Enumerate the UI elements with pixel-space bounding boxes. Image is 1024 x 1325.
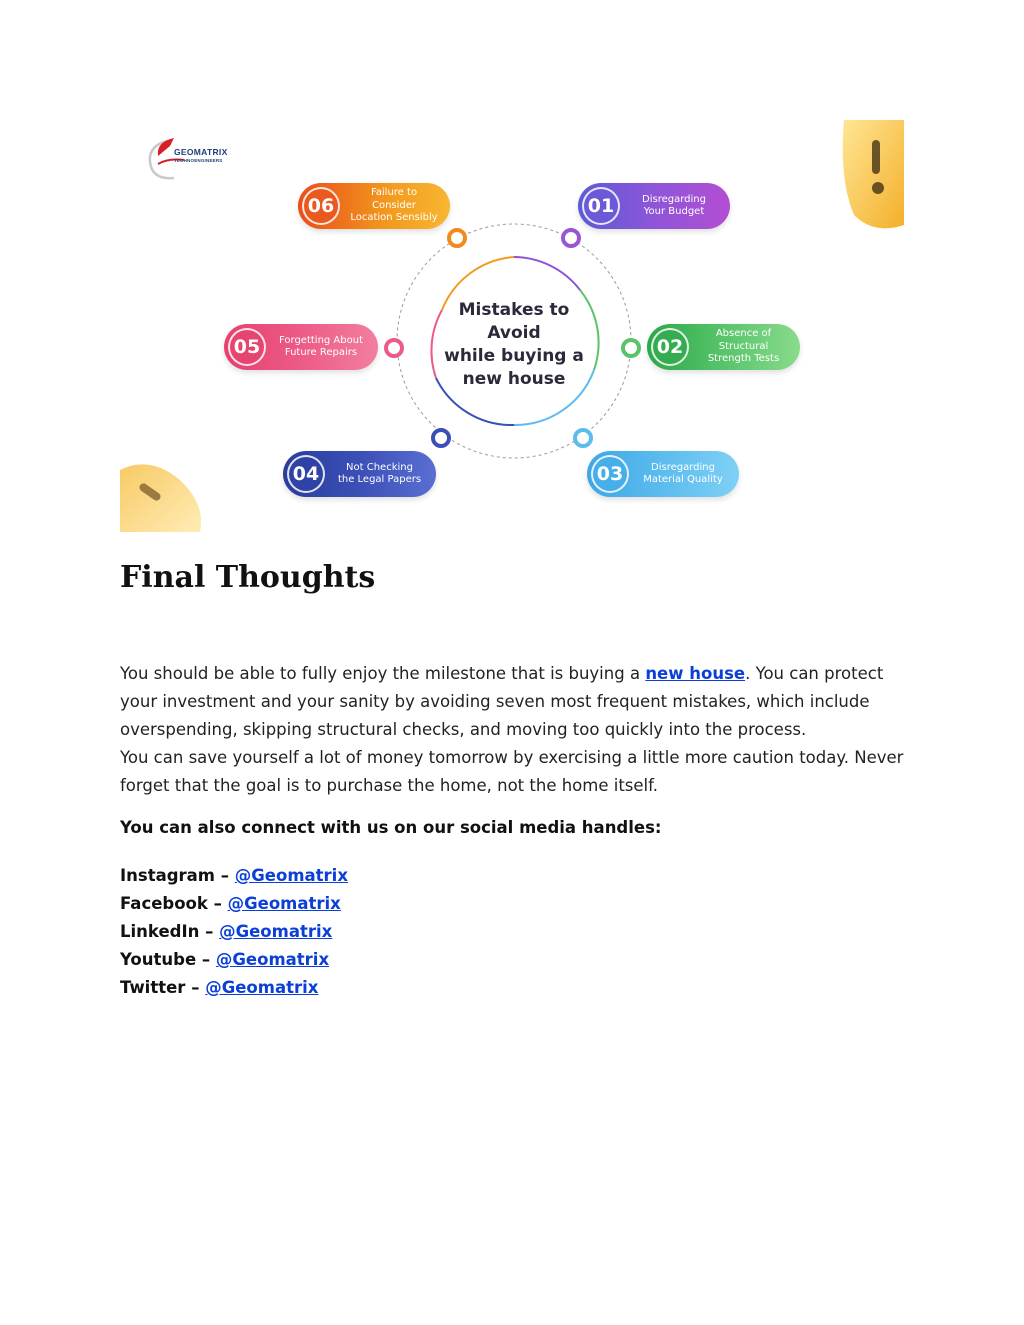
social-label: LinkedIn – (120, 922, 220, 941)
social-label: Youtube – (120, 950, 216, 969)
social-item-linkedin (120, 918, 348, 946)
social-label: Twitter – (120, 978, 206, 997)
linkedin-link[interactable]: @Geomatrix (219, 922, 333, 941)
mistake-05 (224, 324, 378, 370)
mistake-06 (298, 183, 450, 229)
logo-subtitle: TECHNOENGINEERS (174, 158, 223, 163)
youtube-link[interactable]: @Geomatrix (215, 950, 330, 969)
connector-dot-02 (623, 340, 639, 356)
center-title: Mistakes to Avoid while buying a new house (444, 300, 584, 389)
connector-dot-01 (563, 230, 579, 246)
social-label: Facebook – (120, 894, 228, 913)
connector-dot-03 (575, 430, 591, 446)
mistake-04 (283, 451, 436, 497)
social-item-facebook (120, 890, 348, 918)
section-heading: Final Thoughts (120, 560, 376, 595)
connector-dot-06 (449, 230, 465, 246)
mistake-text: Forgetting About Future Repairs (279, 334, 363, 358)
social-item-youtube (120, 946, 348, 974)
logo-name: GEOMATRIX (174, 147, 228, 157)
mistake-number: 06 (302, 187, 340, 225)
paragraph-2: You can save yourself a lot of money tomorrow by exercising a little more caution today. Never forget that the goal is to purchase the home, not the home itself. (120, 748, 904, 795)
paragraph-1-end: . You can protect your investment and your sanity by avoiding seven most frequent mistakes, which include overspending, skipping structural checks, and moving too quickly into the process. (120, 664, 884, 739)
infographic (120, 120, 904, 532)
facebook-link[interactable]: @Geomatrix (227, 894, 341, 913)
new-house-link[interactable]: new house (645, 664, 746, 683)
social-item-instagram (120, 862, 348, 890)
mistake-number: 04 (287, 455, 325, 493)
connector-dot-05 (386, 340, 402, 356)
mistake-number: 05 (228, 328, 266, 366)
mistake-text: Disregarding Material Quality (643, 461, 723, 485)
mistake-text: Absence of Structural Strength Tests (707, 328, 780, 365)
paragraph-1-start: You should be able to fully enjoy the milestone that is buying a (120, 664, 646, 683)
mistake-number: 02 (651, 328, 689, 366)
mistake-number: 03 (591, 455, 629, 493)
mistake-text: Not Checking the Legal Papers (337, 461, 422, 485)
mistake-03 (587, 451, 739, 497)
connector-dot-04 (433, 430, 449, 446)
twitter-link[interactable]: @Geomatrix (205, 978, 319, 997)
mistake-02 (647, 324, 800, 370)
mistake-01 (578, 183, 730, 229)
social-label: Instagram – (120, 866, 235, 885)
mistake-number: 01 (582, 187, 620, 225)
mistake-text: Disregarding Your Budget (642, 193, 706, 217)
inner-ring-purple (514, 257, 580, 290)
mistake-text: Failure to Consider Location Sensibly (350, 187, 438, 224)
paragraph-1 (120, 660, 910, 744)
social-list (120, 862, 348, 1002)
social-item-twitter (120, 974, 348, 1002)
social-heading: You can also connect with us on our social media handles: (120, 818, 662, 837)
instagram-link[interactable]: @Geomatrix (234, 866, 348, 885)
